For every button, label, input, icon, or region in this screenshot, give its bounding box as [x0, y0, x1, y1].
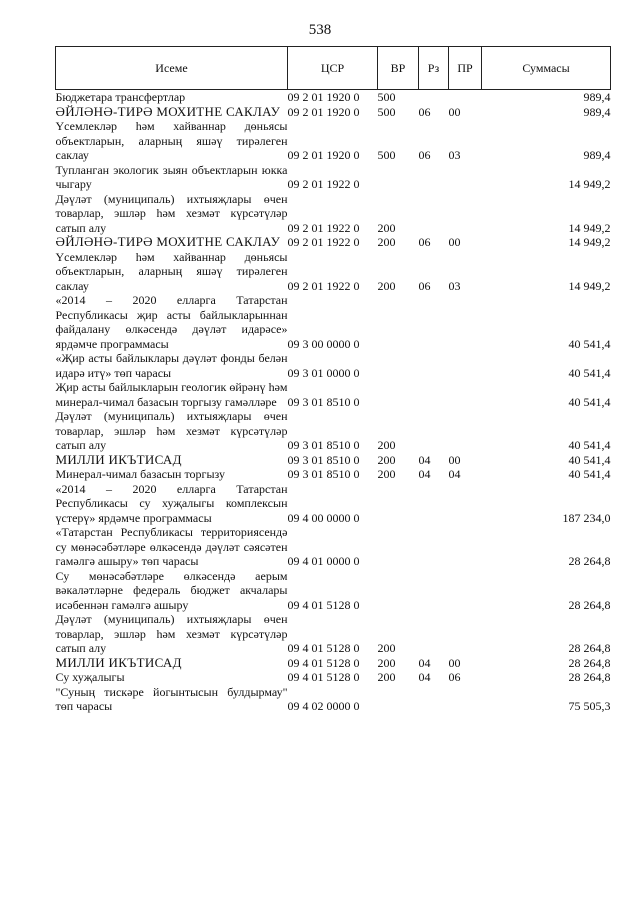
cell-rz: 06	[418, 104, 431, 119]
cell-vr	[378, 380, 419, 409]
cell-vr: 200	[377, 220, 396, 235]
cell-pr	[449, 293, 482, 351]
cell-name: МИЛЛИ ИКЪТИСАД	[55, 451, 182, 467]
cell-vr: 200	[377, 467, 396, 481]
table-row	[56, 163, 611, 192]
cell-csr: 09 3 01 8510 0	[287, 394, 360, 409]
cell-sum: 40 541,4	[568, 336, 611, 351]
cell-csr: 09 4 01 5128 0	[287, 670, 360, 684]
cell-rz	[419, 409, 449, 453]
cell-rz: 04	[418, 655, 431, 670]
cell-csr: 09 2 01 1922 0	[287, 278, 360, 293]
cell-vr: 200	[377, 452, 396, 467]
cell-csr: 09 2 01 1922 0	[287, 235, 360, 249]
header-csr: ЦСР	[288, 47, 378, 90]
cell-name: Тупланган экологик зыян объектларын юкка чыгару	[55, 162, 288, 191]
cell-sum: 40 541,4	[568, 394, 611, 409]
table-header	[56, 47, 611, 90]
cell-name: Бюджетара трансфертлар	[55, 90, 186, 104]
cell-name: «2014 – 2020 елларга Татарстан Республикасы су хуҗалыгы комплексын үстерү» ярдәмче программасы	[55, 481, 288, 525]
cell-rz	[419, 192, 449, 236]
cell-name: Су хуҗалыгы	[55, 670, 125, 684]
page-number: 538	[308, 22, 332, 38]
cell-rz: 04	[418, 670, 431, 684]
cell-rz	[419, 482, 449, 526]
header-vr: ВР	[378, 47, 419, 90]
table-row	[56, 525, 611, 569]
cell-rz: 04	[418, 467, 431, 481]
cell-sum: 40 541,4	[568, 452, 611, 467]
cell-rz	[419, 612, 449, 656]
cell-sum: 14 949,2	[568, 177, 611, 191]
cell-sum: 28 264,8	[568, 641, 611, 655]
cell-rz	[419, 685, 449, 714]
cell-sum: 40 541,4	[568, 467, 611, 481]
cell-csr: 09 3 01 8510 0	[287, 452, 360, 467]
cell-vr: 200	[377, 655, 396, 670]
cell-vr: 500	[377, 90, 396, 104]
cell-pr: 06	[448, 670, 461, 684]
cell-rz: 04	[418, 452, 431, 467]
header-rz: Рз	[419, 47, 449, 90]
cell-rz	[419, 163, 449, 192]
table-row	[56, 453, 611, 468]
cell-rz	[419, 90, 449, 105]
cell-vr	[378, 293, 419, 351]
cell-rz	[419, 293, 449, 351]
cell-vr: 200	[377, 235, 396, 249]
cell-vr: 200	[377, 278, 396, 293]
cell-vr	[378, 525, 419, 569]
cell-pr: 04	[448, 467, 461, 481]
cell-csr: 09 2 01 1922 0	[287, 220, 360, 235]
cell-vr	[378, 163, 419, 192]
cell-vr	[378, 685, 419, 714]
cell-csr: 09 3 01 0000 0	[287, 365, 360, 380]
cell-csr: 09 2 01 1922 0	[287, 177, 360, 191]
cell-name: Дәүләт (муниципаль) ихтыяҗлары өчен товарлар, эшләр һәм хезмәт күрсәтүләр сатып алу	[55, 612, 288, 655]
cell-vr	[378, 351, 419, 380]
cell-pr	[449, 380, 482, 409]
cell-name: "Суның тискәре йогынтысын булдырмау" төп чарасы	[55, 684, 288, 713]
cell-pr: 00	[448, 452, 461, 467]
cell-pr	[449, 612, 482, 656]
cell-rz: 06	[418, 148, 431, 162]
cell-rz: 06	[418, 235, 431, 249]
header-name: Исеме	[56, 47, 288, 90]
cell-vr	[378, 569, 419, 613]
header-sum: Суммасы	[482, 47, 611, 90]
cell-sum: 14 949,2	[568, 235, 611, 249]
table-row	[56, 656, 611, 671]
cell-rz	[419, 569, 449, 613]
cell-pr: 03	[448, 148, 461, 162]
cell-rz: 06	[418, 278, 431, 293]
cell-vr: 200	[377, 670, 396, 684]
table-row	[56, 685, 611, 714]
table-row	[56, 569, 611, 613]
cell-pr	[449, 482, 482, 526]
cell-vr: 500	[377, 104, 396, 119]
cell-name: Дәүләт (муниципаль) ихтыяҗлары өчен товарлар, эшләр һәм хезмәт күрсәтүләр сатып алу	[55, 191, 288, 235]
cell-vr	[378, 482, 419, 526]
cell-pr	[449, 409, 482, 453]
cell-sum: 14 949,2	[568, 220, 611, 235]
cell-name: «Җир асты байлыклары дәүләт фонды белән идарә итү» төп чарасы	[55, 351, 288, 380]
cell-name: Җир асты байлыкларын геологик өйрәнү һәм минерал-чимал базасын торгызу гамәлләре	[55, 380, 288, 409]
cell-sum: 989,4	[583, 104, 611, 119]
cell-name: ӘЙЛӘНӘ-ТИРӘ МОХИТНЕ САКЛАУ	[55, 234, 281, 249]
cell-name: Үсемлекләр һәм хайваннар дөньясы объектларын, аларның яшәү тирәлеген саклау	[55, 249, 288, 293]
cell-pr	[449, 192, 482, 236]
header-pr: ПР	[449, 47, 482, 90]
cell-csr: 09 4 01 0000 0	[287, 554, 360, 568]
cell-pr	[449, 569, 482, 613]
cell-name: МИЛЛИ ИКЪТИСАД	[55, 654, 182, 670]
cell-csr: 09 3 01 8510 0	[287, 467, 360, 481]
cell-pr: 03	[448, 278, 461, 293]
cell-sum: 989,4	[583, 148, 611, 162]
cell-sum: 28 264,8	[568, 670, 611, 684]
cell-vr: 200	[377, 438, 396, 452]
cell-rz	[419, 351, 449, 380]
cell-csr: 09 3 00 0000 0	[287, 336, 360, 351]
cell-pr: 00	[448, 235, 461, 249]
table-row	[56, 105, 611, 120]
cell-name: Дәүләт (муниципаль) ихтыяҗлары өчен товарлар, эшләр һәм хезмәт күрсәтүләр сатып алу	[55, 409, 288, 452]
cell-csr: 09 4 02 0000 0	[287, 699, 360, 713]
cell-name: ӘЙЛӘНӘ-ТИРӘ МОХИТНЕ САКЛАУ	[55, 103, 281, 119]
table-row	[56, 235, 611, 250]
table-row	[56, 380, 611, 409]
table-body	[56, 90, 611, 714]
cell-vr: 500	[377, 148, 396, 162]
budget-table	[55, 46, 611, 714]
cell-csr: 09 2 01 1920 0	[287, 90, 360, 104]
cell-name: Үсемлекләр һәм хайваннар дөньясы объектларын, аларның яшәү тирәлеген саклау	[55, 119, 288, 162]
cell-pr	[449, 525, 482, 569]
table-row	[56, 119, 611, 163]
table-row	[56, 482, 611, 526]
cell-name: Минерал-чимал базасын торгызу	[55, 467, 226, 481]
cell-sum: 989,4	[583, 90, 611, 104]
cell-pr: 00	[448, 655, 461, 670]
cell-pr: 00	[448, 104, 461, 119]
cell-rz	[419, 380, 449, 409]
cell-name: Су мөнәсәбәтләре өлкәсендә аерым вәкаләтләрне федераль бюджет акчалары исәбеннән гамәлгә ашыру	[55, 568, 288, 612]
cell-csr: 09 2 01 1920 0	[287, 148, 360, 162]
cell-sum: 75 505,3	[568, 699, 611, 713]
cell-csr: 09 4 01 5128 0	[287, 641, 360, 655]
cell-sum: 187 234,0	[562, 510, 611, 525]
table-row	[56, 293, 611, 351]
cell-rz	[419, 525, 449, 569]
cell-pr	[449, 351, 482, 380]
table-row	[56, 351, 611, 380]
cell-pr	[449, 163, 482, 192]
cell-sum: 28 264,8	[568, 597, 611, 612]
cell-csr: 09 2 01 1920 0	[287, 104, 360, 119]
cell-sum: 14 949,2	[568, 278, 611, 293]
cell-vr: 200	[377, 641, 396, 655]
cell-csr: 09 4 01 5128 0	[287, 655, 360, 670]
cell-name: «Татарстан Республикасы территориясендә су мөнәсәбәтләре өлкәсендә дәүләт сәясәтен гамәлгә ашыру» төп чарасы	[55, 525, 288, 568]
cell-csr: 09 4 01 5128 0	[287, 597, 360, 612]
table-row	[56, 192, 611, 236]
table-row	[56, 467, 611, 482]
table-row	[56, 409, 611, 453]
cell-csr: 09 4 00 0000 0	[287, 510, 360, 525]
cell-sum: 40 541,4	[568, 438, 611, 452]
cell-name: «2014 – 2020 елларга Татарстан Республикасы җир асты байлыкларыннан файдалану өлкәсендә дәүләт идарәсе» ярдәмче программасы	[55, 293, 288, 351]
cell-pr	[449, 685, 482, 714]
cell-sum: 40 541,4	[568, 365, 611, 380]
table-row	[56, 670, 611, 685]
cell-csr: 09 3 01 8510 0	[287, 438, 360, 452]
cell-pr	[449, 90, 482, 105]
cell-sum: 28 264,8	[568, 554, 611, 568]
cell-sum: 28 264,8	[568, 655, 611, 670]
table-row	[56, 90, 611, 105]
table-row	[56, 612, 611, 656]
table-row	[56, 250, 611, 294]
